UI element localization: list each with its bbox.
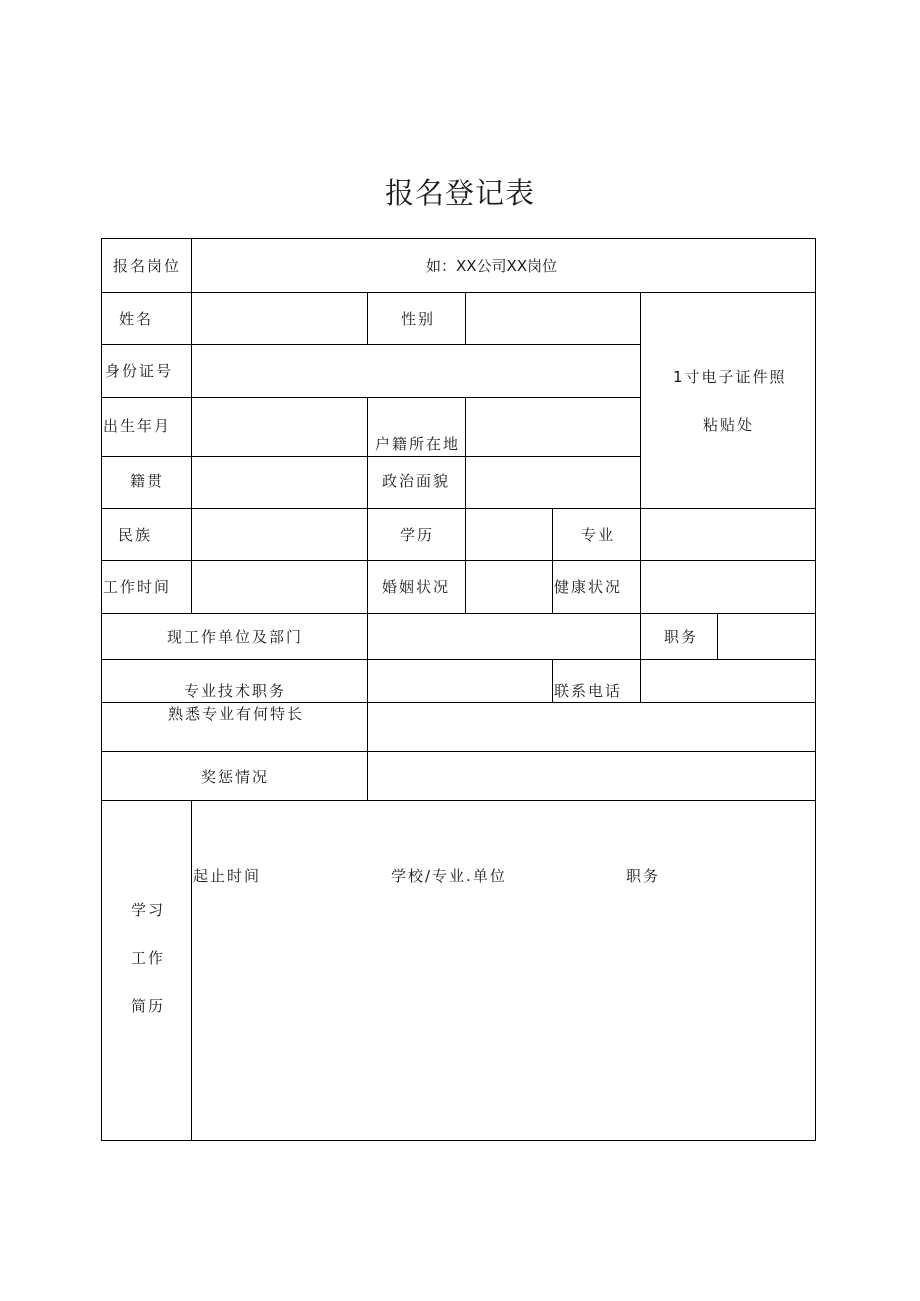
label-phone: 联系电话 — [554, 682, 623, 700]
table-border-right — [815, 238, 816, 1141]
marital-field[interactable] — [466, 561, 552, 613]
ethnicity-field[interactable] — [192, 509, 367, 560]
professional-title-field[interactable] — [368, 660, 552, 702]
native-place-field[interactable] — [192, 457, 367, 508]
table-border-left — [101, 238, 102, 1141]
label-gender: 性别 — [401, 310, 436, 328]
photo-hint-line2: 粘贴处 — [703, 416, 755, 434]
label-resume-study: 学习 — [131, 901, 166, 919]
label-political-status: 政治面貌 — [382, 472, 451, 490]
label-rewards: 奖惩情况 — [201, 768, 270, 786]
name-field[interactable] — [192, 293, 367, 344]
job-title-field[interactable] — [718, 614, 815, 659]
gender-field[interactable] — [466, 293, 640, 344]
specialty-field[interactable] — [368, 703, 815, 751]
label-health: 健康状况 — [554, 578, 623, 596]
current-employer-field[interactable] — [368, 614, 640, 659]
label-birth: 出生年月 — [103, 417, 172, 435]
resume-header-role: 职务 — [626, 867, 661, 885]
label-job-title: 职务 — [664, 628, 699, 646]
label-native-place: 籍贯 — [130, 472, 165, 490]
col-line — [367, 292, 368, 344]
col-line — [552, 508, 553, 613]
work-start-field[interactable] — [192, 561, 367, 613]
label-household: 户籍所在地 — [375, 435, 461, 453]
household-field[interactable] — [466, 398, 640, 456]
label-ethnicity: 民族 — [118, 526, 153, 544]
phone-field[interactable] — [641, 660, 815, 702]
label-specialty: 熟悉专业有何特长 — [168, 705, 305, 723]
political-status-field[interactable] — [466, 457, 640, 508]
label-name: 姓名 — [119, 310, 154, 328]
label-resume-history: 简历 — [131, 997, 166, 1015]
label-id-number: 身份证号 — [105, 362, 174, 380]
label-resume-work: 工作 — [131, 949, 166, 967]
label-current-employer: 现工作单位及部门 — [167, 628, 304, 646]
label-work-start: 工作时间 — [103, 578, 172, 596]
label-marital: 婚姻状况 — [382, 578, 451, 596]
position-value: 如：XX公司XX岗位 — [426, 257, 558, 275]
id-number-field[interactable] — [192, 345, 640, 397]
resume-header-org: 学校/专业.单位 — [391, 867, 507, 885]
photo-upload-area[interactable] — [641, 293, 815, 508]
label-position: 报名岗位 — [113, 257, 182, 275]
table-border-bottom — [101, 1140, 816, 1141]
label-professional-title: 专业技术职务 — [184, 682, 287, 700]
label-education: 学历 — [400, 526, 435, 544]
page-title: 报名登记表 — [384, 176, 535, 210]
major-field[interactable] — [641, 509, 815, 560]
rewards-field[interactable] — [368, 752, 815, 800]
label-major: 专业 — [581, 526, 616, 544]
education-field[interactable] — [466, 509, 552, 560]
health-field[interactable] — [641, 561, 815, 613]
registration-form — [101, 238, 816, 1141]
birth-field[interactable] — [192, 398, 367, 456]
resume-field[interactable] — [192, 801, 815, 1140]
photo-hint-line1: 1寸电子证件照 — [673, 368, 787, 386]
resume-header-period: 起止时间 — [193, 867, 262, 885]
col-line — [552, 659, 553, 702]
